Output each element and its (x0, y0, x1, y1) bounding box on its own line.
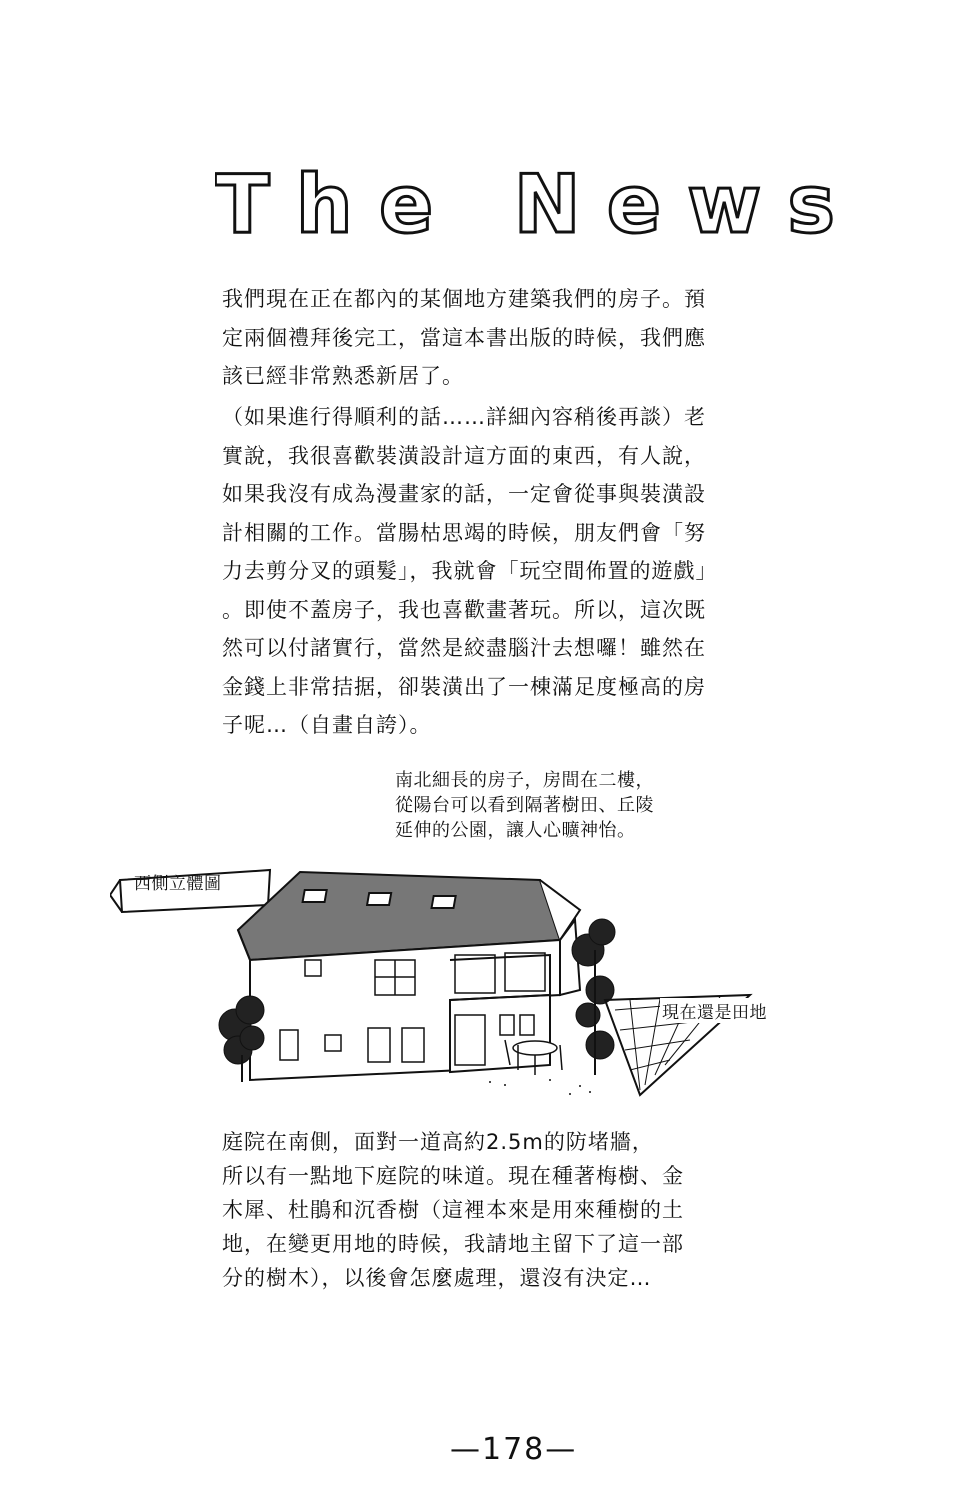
field-label: 現在還是田地 (660, 998, 769, 1023)
text-line: 地，在變更用地的時候，我請地主留下了這一部 (222, 1232, 684, 1256)
caption-line: 從陽台可以看到隔著樹田、丘陵 (395, 795, 654, 816)
text-line: 子呢…（自畫自誇）。 (222, 713, 432, 737)
text-line: 分的樹木），以後會怎麼處理，還沒有決定… (222, 1266, 652, 1290)
caption-line: 延伸的公園，讓人心曠神怡。 (395, 820, 636, 841)
text-line: 木犀、杜鵑和沉香樹（這裡本來是用來種樹的土 (222, 1198, 684, 1222)
tree-right (572, 919, 615, 1075)
page-number: —178— (450, 1432, 578, 1467)
text-line: （如果進行得順利的話……詳細內容稍後再談）老 (222, 405, 706, 429)
west-elevation-label: 西側立體圖 (134, 874, 222, 894)
title-text: The News (215, 160, 835, 250)
text-line: 然可以付諸實行，當然是絞盡腦汁去想囉！雖然在 (222, 636, 706, 660)
text-line: 庭院在南側，面對一道高約2.5m的防堵牆， (222, 1130, 654, 1154)
paragraph-3 (222, 1125, 822, 1295)
paragraph-1 (222, 280, 822, 396)
page-title (215, 160, 855, 250)
text-line: 金錢上非常拮据，卻裝潢出了一棟滿足度極高的房 (222, 674, 706, 699)
text-line: 所以有一點地下庭院的味道。現在種著梅樹、金 (222, 1164, 684, 1188)
text-line: 定兩個禮拜後完工，當這本書出版的時候，我們應 (222, 325, 706, 350)
text-line: 計相關的工作。當腸枯思竭的時候，朋友們會「努 (222, 520, 706, 545)
title-outline-lettering (215, 160, 855, 250)
text-line: 。即使不蓋房子，我也喜歡畫著玩。所以，這次既 (222, 597, 706, 622)
ground-dots (489, 1079, 591, 1095)
house-illustration (110, 860, 810, 1110)
paragraph-2 (222, 398, 822, 745)
text-line: 我們現在正在都內的某個地方建築我們的房子。預 (222, 287, 706, 311)
text-line: 力去剪分叉的頭髮」，我就會「玩空間佈置的遊戲」 (222, 559, 718, 583)
text-line: 實說，我很喜歡裝潢設計這方面的東西，有人說， (222, 443, 706, 468)
text-line: 該已經非常熟悉新居了。 (222, 364, 464, 388)
caption-line: 南北細長的房子，房間在二樓， (395, 770, 654, 791)
text-line: 如果我沒有成為漫畫家的話，一定會從事與裝潢設 (222, 482, 706, 506)
illustration-caption (395, 768, 654, 843)
